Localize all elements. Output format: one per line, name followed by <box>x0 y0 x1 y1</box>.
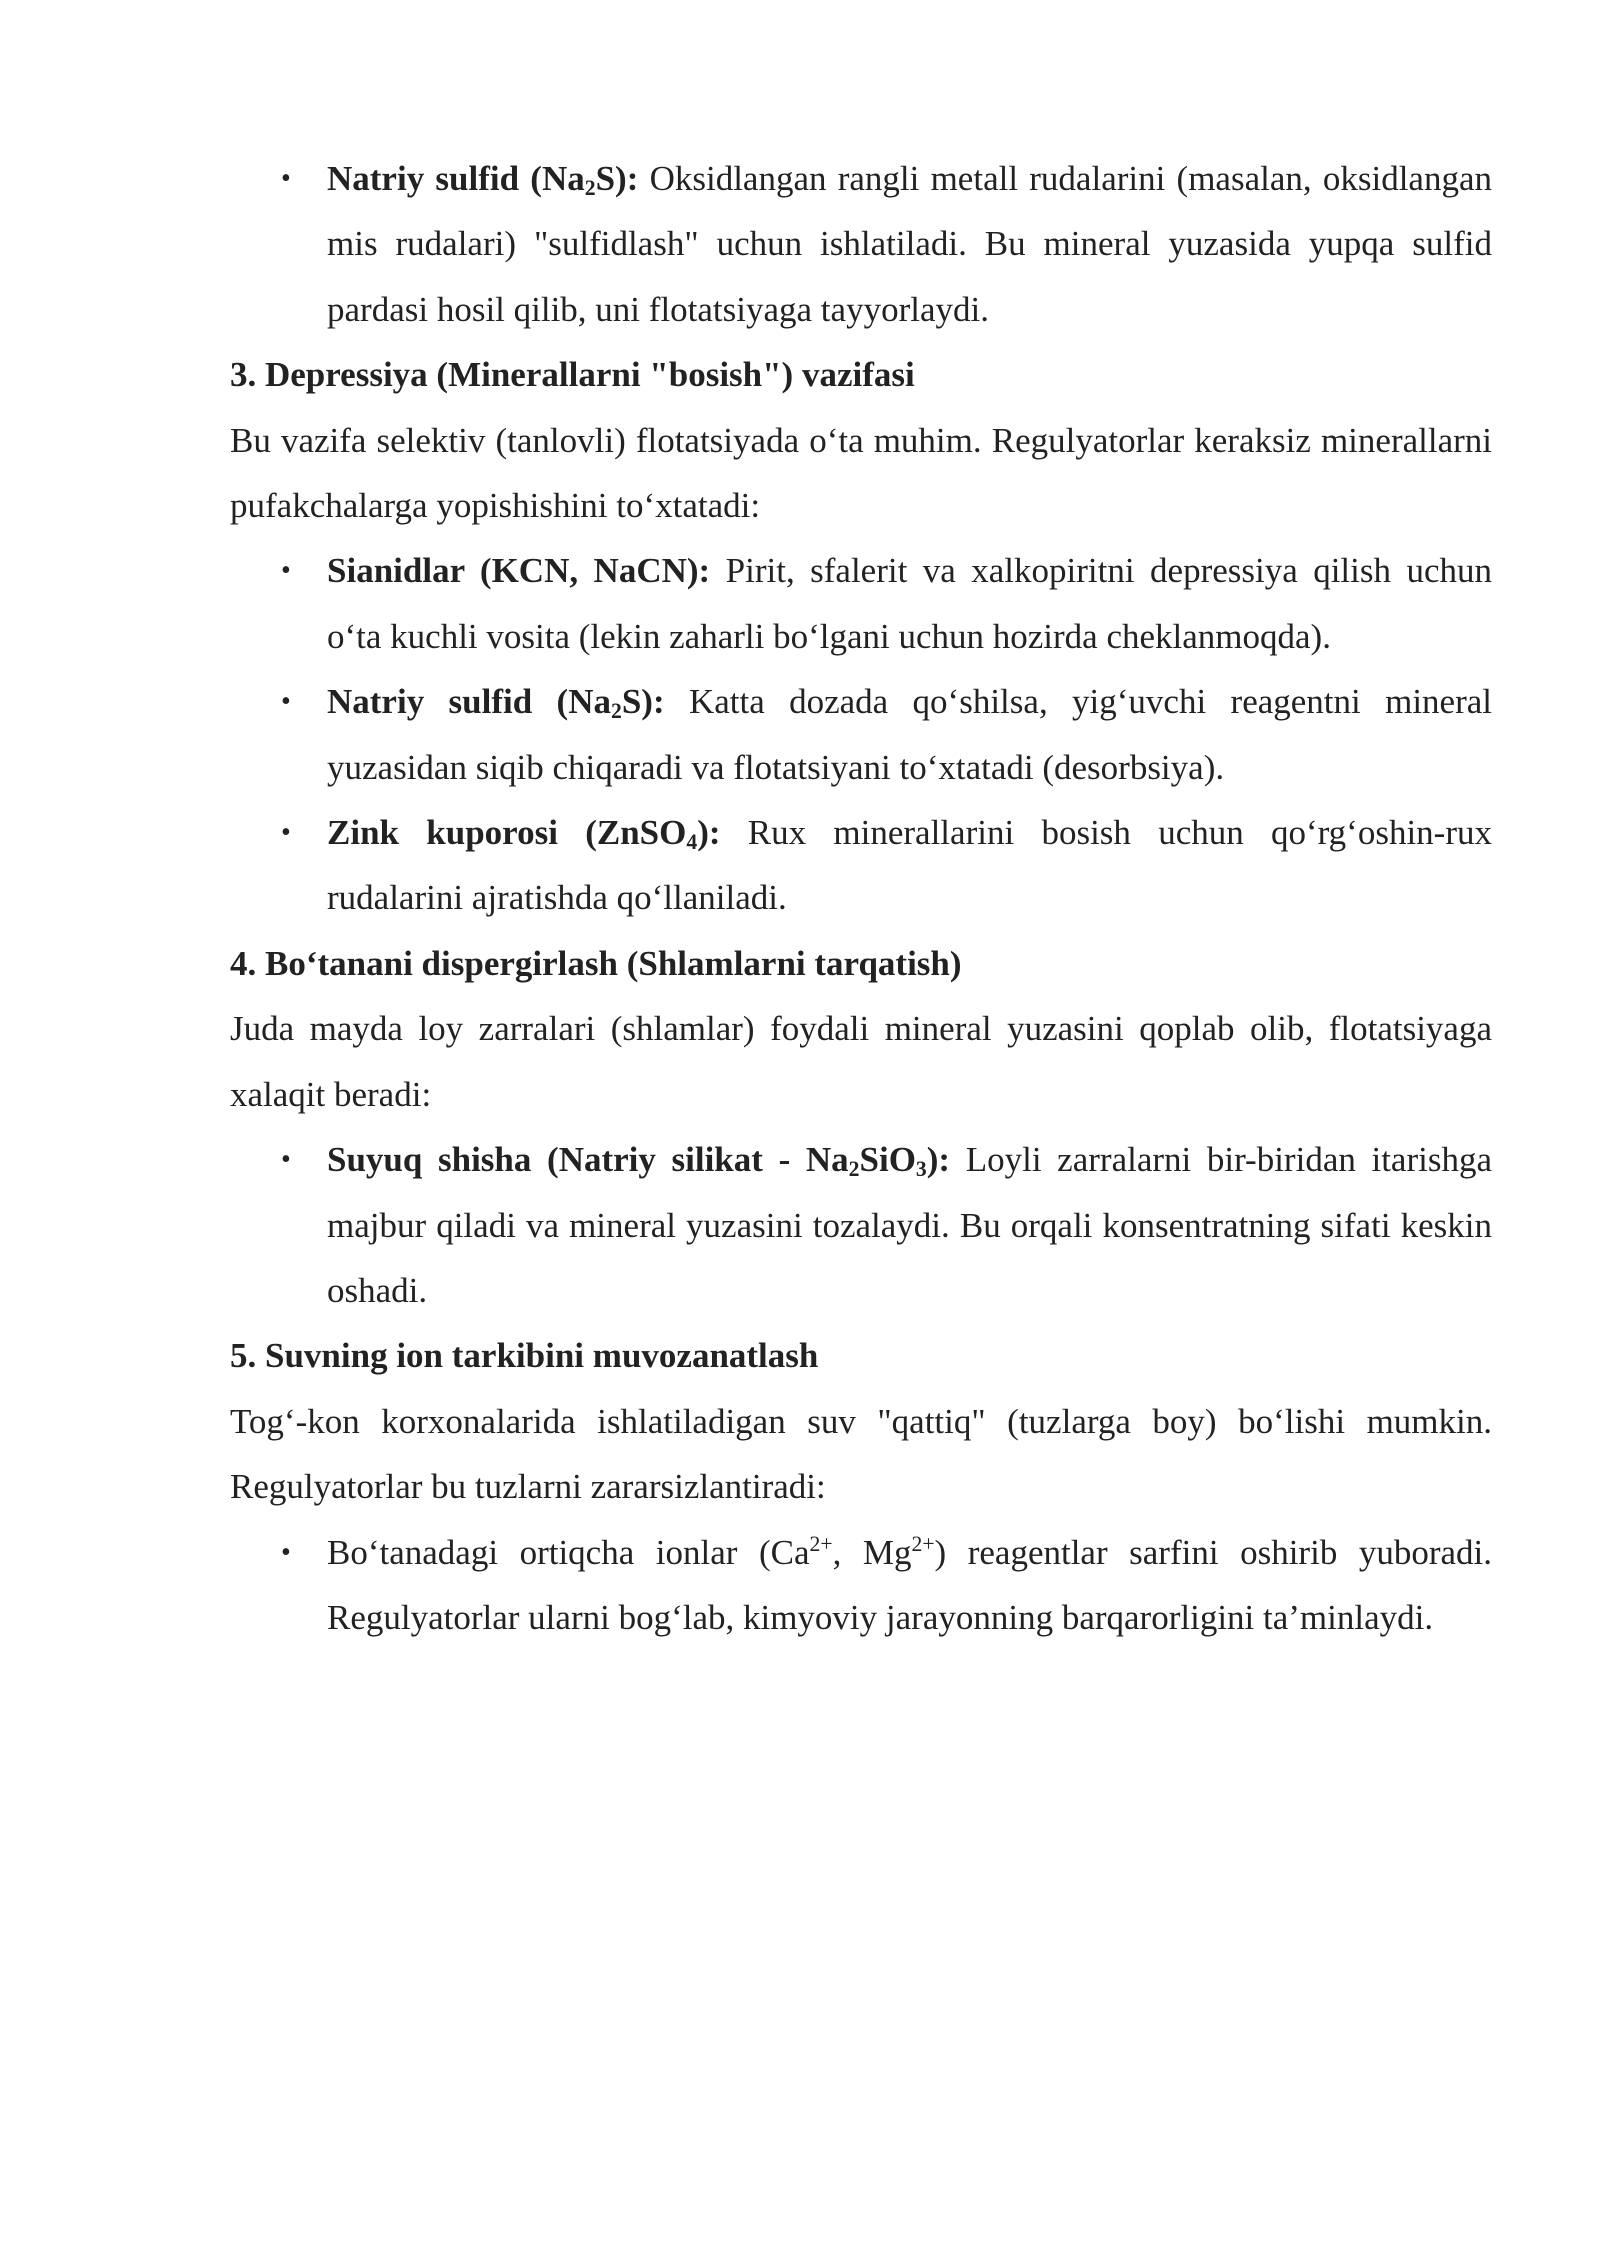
document-page <box>230 146 1492 1650</box>
bullet-text: Katta dozada qo‘shilsa, yig‘uvchi reagentni mineral yuzasidan siqib chiqaradi va flotatsiyani to‘xtatadi (desorbsiya). <box>327 682 1492 787</box>
intro-bullet-list <box>230 146 1492 342</box>
bullet-term: Suyuq shisha (Natriy silikat - $Na_2SiO_3$): <box>327 1140 951 1181</box>
bullet-icon: • <box>281 817 291 849</box>
section4-bullet-list <box>230 1127 1492 1323</box>
bullet-term: Natriy sulfid $(Na_2S)$: <box>327 682 665 724</box>
list-item <box>230 1520 1492 1651</box>
section-paragraph-5: Tog‘-kon korxonalarida ishlatiladigan suv "qattiq" (tuzlarga boy) bo‘lishi mumkin. Regulyatorlar bu tuzlarni zararsizlantiradi: <box>230 1401 1492 1507</box>
bullet-icon: • <box>281 163 291 194</box>
bullet-text: Oksidlangan rangli metall rudalarini (masalan, oksidlangan mis rudalari) "sulfidlash" uchun ishlatiladi. Bu mineral yuzasida yupqa sulfid pardasi hosil qilib, uni flotatsiyaga tayyorlaydi. <box>327 159 1492 329</box>
bullet-term: Natriy sulfid $(Na_2S)$: <box>327 159 639 200</box>
bullet-icon: • <box>281 686 291 718</box>
bullet-text: Rux minerallarini bosish uchun qo‘rg‘oshin-rux rudalarini ajratishda qo‘llaniladi. <box>327 813 1492 918</box>
list-item <box>230 800 1492 931</box>
list-item <box>230 1127 1492 1323</box>
bullet-term: Sianidlar (KCN, NaCN): <box>327 551 711 591</box>
bullet-icon: • <box>281 1144 291 1176</box>
section-heading-5: 5. Suvning ion tarkibini muvozanatlash <box>230 1336 819 1376</box>
list-item <box>230 669 1492 800</box>
bullet-term: Zink kuporosi (ZnSO$_4$): <box>327 813 721 854</box>
bullet-icon: • <box>281 1536 291 1568</box>
section3-bullet-list <box>230 538 1492 930</box>
bullet-text: Bo‘tanadagi ortiqcha ionlar ($Ca^{2+}$, $Mg^{2+}$) reagentlar sarfini oshirib yuboradi. Regulyatorlar ularni bog‘lab, kimyoviy jarayonning barqarorligini ta’minlaydi. <box>327 1531 1493 1637</box>
section-paragraph-4: Juda mayda loy zarralari (shlamlar) foydali mineral yuzasini qoplab olib, flotatsiyaga xalaqit beradi: <box>230 1009 1492 1114</box>
bullet-icon: • <box>281 555 291 587</box>
section-heading-3: 3. Depressiya (Minerallarni "bosish") vazifasi <box>230 355 915 395</box>
list-item <box>230 146 1492 342</box>
list-item <box>230 538 1492 669</box>
section-heading-4: 4. Bo‘tanani dispergirlash (Shlamlarni tarqatish) <box>230 943 962 983</box>
section5-bullet-list <box>230 1520 1492 1651</box>
bullet-text: Loyli zarralarni bir-biridan itarishga majbur qiladi va mineral yuzasini tozalaydi. Bu orqali konsentratning sifati keskin oshadi. <box>327 1140 1493 1310</box>
bullet-text: Pirit, sfalerit va xalkopiritni depressiya qilish uchun o‘ta kuchli vosita (lekin zaharli bo‘lgani uchun hozirda cheklanmoqda). <box>327 551 1492 656</box>
section-paragraph-3: Bu vazifa selektiv (tanlovli) flotatsiyada o‘ta muhim. Regulyatorlar keraksiz minerallarni pufakchalarga yopishishini to‘xtatadi: <box>230 420 1492 526</box>
